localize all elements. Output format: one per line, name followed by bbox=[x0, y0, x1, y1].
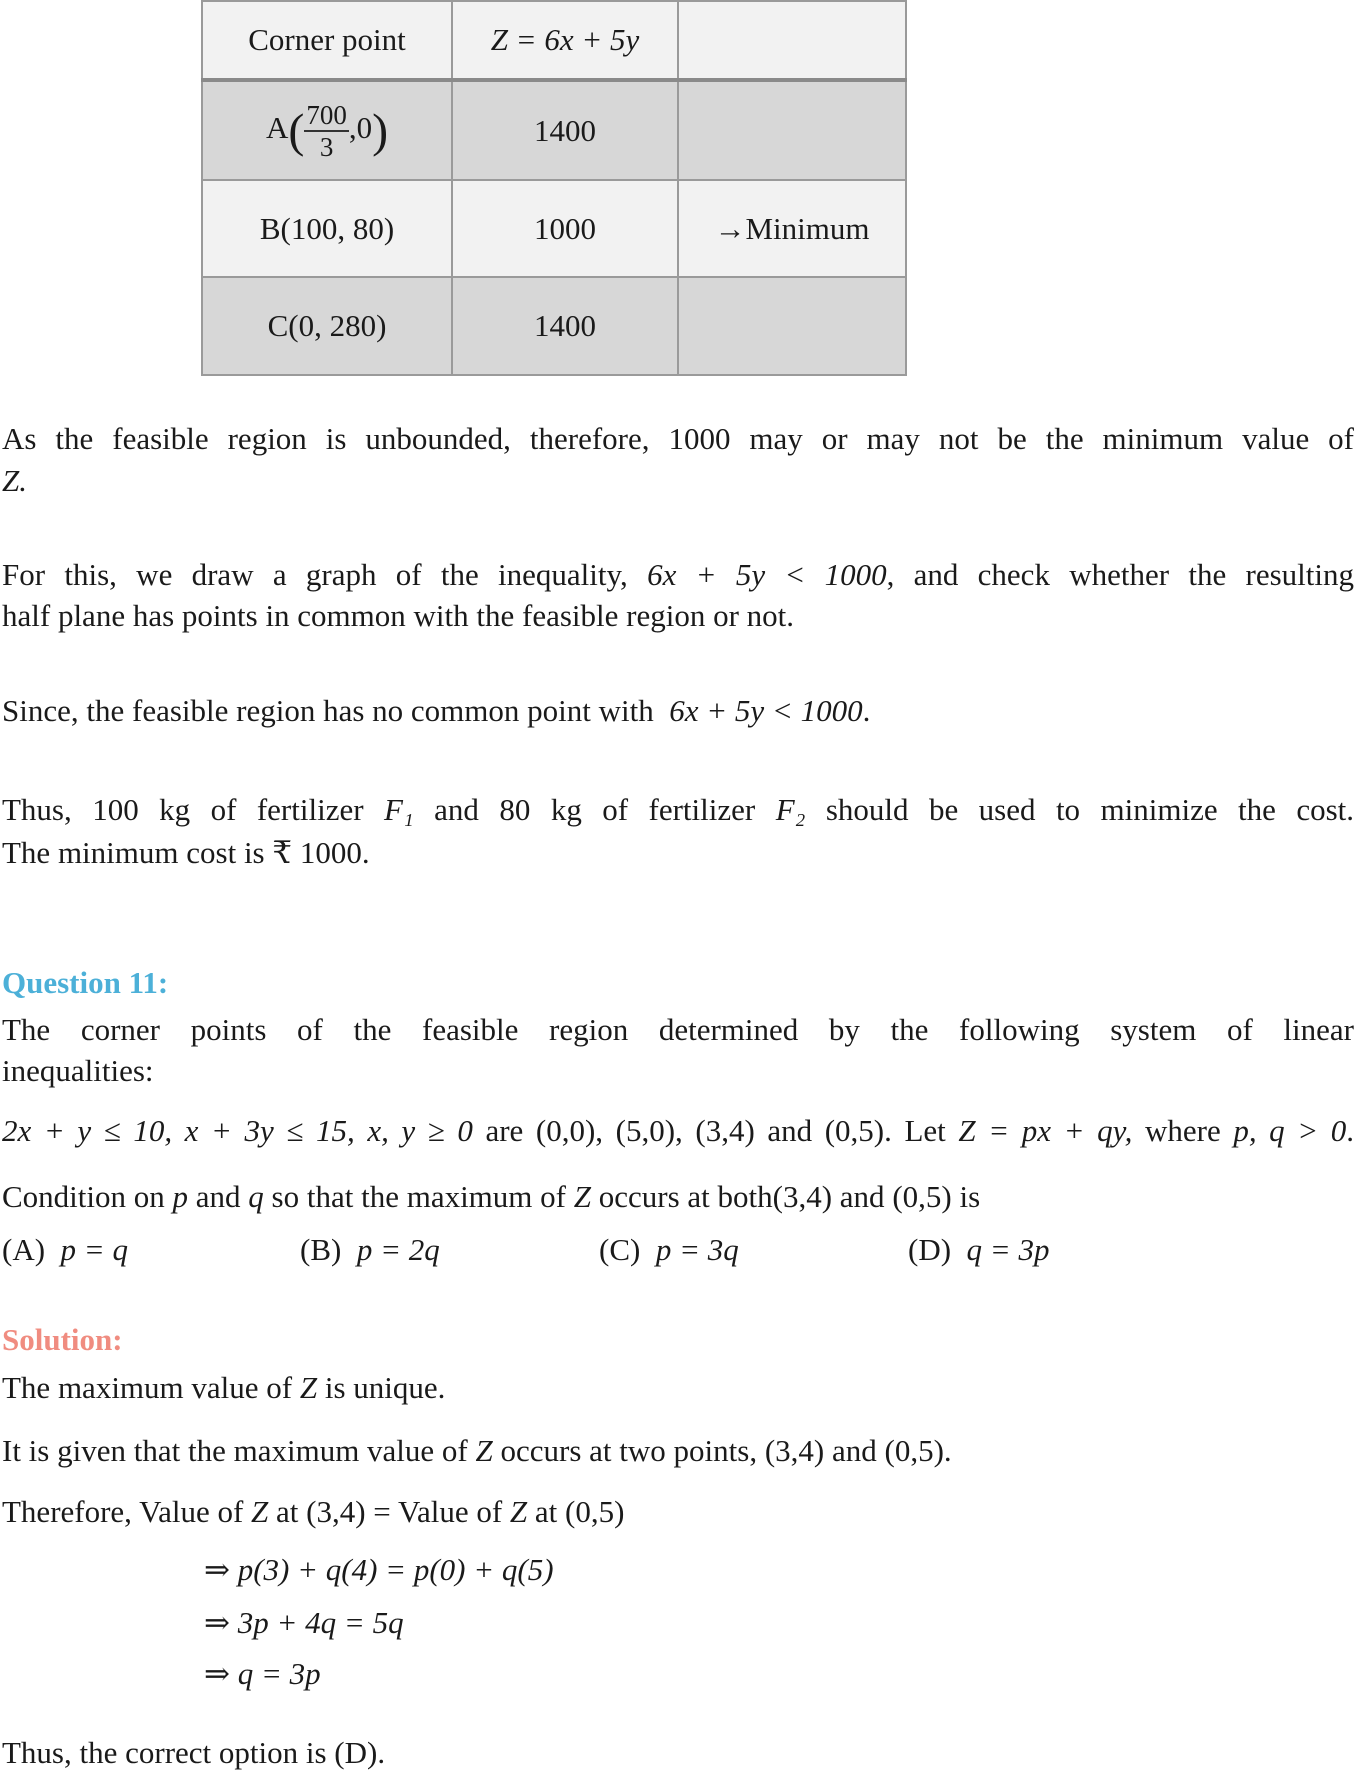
solution-step: ⇒ q = 3p bbox=[204, 1656, 321, 1691]
cell-note: →Minimum bbox=[678, 180, 906, 277]
math-inequality: 6x + 5y < 1000 bbox=[669, 693, 863, 728]
text: Thus, 100 kg of fertilizer bbox=[2, 792, 364, 827]
math: Z bbox=[573, 1179, 591, 1214]
fraction bbox=[304, 100, 349, 162]
cell-point: C(0, 280) bbox=[202, 277, 452, 375]
option-expr: q = 3p bbox=[966, 1232, 1050, 1267]
text: For this, we draw a graph of the inequality, bbox=[2, 557, 628, 592]
cell-z: 1000 bbox=[452, 180, 678, 277]
cell-point: A( $\frac{700}{3}$ ,0) bbox=[202, 80, 452, 180]
cell-note bbox=[678, 277, 906, 375]
paragraph-line bbox=[2, 790, 1354, 830]
text: Since, the feasible region has no common point with bbox=[2, 693, 654, 728]
math: Z bbox=[251, 1494, 269, 1529]
solution-heading: Solution: bbox=[2, 1322, 123, 1357]
text: is bbox=[959, 1179, 981, 1214]
math: 2x + y ≤ 10, x + 3y ≤ 15, x, y ≥ 0 bbox=[2, 1113, 473, 1148]
option-d bbox=[908, 1230, 1049, 1270]
text: It is given that the maximum value of bbox=[2, 1433, 468, 1468]
paragraph-line bbox=[2, 555, 1354, 595]
cell-point: B(100, 80) bbox=[202, 180, 452, 277]
option-expr: p = 3q bbox=[655, 1232, 739, 1267]
question-line bbox=[2, 1177, 980, 1217]
math: Z = px + qy, bbox=[958, 1113, 1133, 1148]
table-row bbox=[202, 80, 906, 180]
text: is unique. bbox=[324, 1370, 446, 1405]
text: should be used to minimize the cost. bbox=[825, 792, 1355, 827]
text: Value of bbox=[398, 1494, 503, 1529]
math: (3,4) bbox=[764, 1433, 825, 1468]
point-rest: ,0 bbox=[348, 109, 373, 145]
question-line bbox=[2, 1111, 1354, 1151]
math: p, q > 0 bbox=[1233, 1113, 1347, 1148]
option-a bbox=[2, 1230, 128, 1270]
text: where bbox=[1145, 1113, 1221, 1148]
text: Condition on bbox=[2, 1179, 165, 1214]
option-c bbox=[599, 1230, 739, 1270]
solution-step: ⇒ p(3) + q(4) = p(0) + q(5) bbox=[204, 1552, 554, 1587]
math: (0,5) bbox=[884, 1433, 944, 1468]
option-label: (D) bbox=[908, 1232, 952, 1267]
header-note bbox=[678, 1, 906, 80]
text: occurs at both bbox=[598, 1179, 773, 1214]
text: and bbox=[839, 1179, 885, 1214]
text: . bbox=[943, 1433, 952, 1468]
header-z: Z = 6x + 5y bbox=[452, 1, 678, 80]
table-header-row bbox=[202, 1, 906, 80]
math: Z bbox=[509, 1494, 528, 1529]
math: (0,0), (5,0), (3,4) bbox=[535, 1113, 755, 1148]
math: q bbox=[248, 1179, 264, 1214]
option-label: (C) bbox=[599, 1232, 641, 1267]
text: so that the maximum of bbox=[271, 1179, 566, 1214]
text: are bbox=[485, 1113, 524, 1148]
math: p bbox=[172, 1179, 189, 1214]
cell-z: 1400 bbox=[452, 277, 678, 375]
text: and bbox=[767, 1113, 813, 1148]
header-corner-point: Corner point bbox=[202, 1, 452, 80]
paragraph-line: half plane has points in common with the feasible region or not. bbox=[2, 598, 795, 633]
option-label: (B) bbox=[300, 1232, 342, 1267]
math: (0,5) bbox=[565, 1494, 625, 1529]
math-inequality: 6x + 5y < 1000 bbox=[647, 557, 887, 592]
solution-step: ⇒ 3p + 4q = 5q bbox=[204, 1605, 404, 1640]
solution-conclusion: Thus, the correct option is (D). bbox=[2, 1735, 386, 1770]
solution-line bbox=[2, 1368, 445, 1408]
text: The maximum value of bbox=[2, 1370, 293, 1405]
denominator: 3 bbox=[319, 131, 334, 162]
paragraph-line: The minimum cost is ₹ 1000. bbox=[2, 835, 370, 870]
option-expr: p = q bbox=[60, 1232, 128, 1267]
text: Therefore, Value of bbox=[2, 1494, 244, 1529]
table-row bbox=[202, 277, 906, 375]
paragraph-line: As the feasible region is unbounded, therefore, 1000 may or may not be the minimum value of bbox=[2, 421, 1354, 456]
question-line: The corner points of the feasible region determined by the following system of linear bbox=[2, 1012, 1354, 1047]
corner-point-table bbox=[201, 0, 907, 376]
numerator: 700 bbox=[306, 99, 347, 130]
text: . Let bbox=[884, 1113, 946, 1148]
text: and bbox=[195, 1179, 241, 1214]
math: Z bbox=[299, 1370, 318, 1405]
cell-note bbox=[678, 80, 906, 180]
solution-line bbox=[2, 1492, 624, 1532]
option-b bbox=[300, 1230, 440, 1270]
cell-z: 1400 bbox=[452, 80, 678, 180]
text: and 80 kg of fertilizer bbox=[434, 792, 756, 827]
text: at bbox=[534, 1494, 558, 1529]
question-heading: Question 11: bbox=[2, 965, 169, 1000]
paragraph-line: Z. bbox=[2, 463, 27, 498]
math: (3,4) bbox=[772, 1179, 833, 1214]
math: (0,5) bbox=[892, 1179, 952, 1214]
option-expr: p = 2q bbox=[356, 1232, 440, 1267]
text: and bbox=[832, 1433, 877, 1468]
math-f2: F₂ bbox=[775, 792, 806, 827]
math: (0,5) bbox=[824, 1113, 885, 1148]
solution-line bbox=[2, 1431, 952, 1471]
text: . bbox=[862, 693, 871, 728]
text: at bbox=[276, 1494, 299, 1529]
math: (3,4) = bbox=[306, 1494, 391, 1529]
point-label: A bbox=[265, 109, 289, 145]
math: Z bbox=[475, 1433, 493, 1468]
text: occurs at two points, bbox=[500, 1433, 758, 1468]
question-line: inequalities: bbox=[2, 1053, 154, 1088]
math-f1: F₁ bbox=[384, 792, 414, 827]
table-row bbox=[202, 180, 906, 277]
text: , and check whether the resulting bbox=[886, 557, 1355, 592]
paragraph-line bbox=[2, 691, 870, 731]
option-label: (A) bbox=[2, 1232, 46, 1267]
text: . bbox=[1346, 1113, 1355, 1148]
